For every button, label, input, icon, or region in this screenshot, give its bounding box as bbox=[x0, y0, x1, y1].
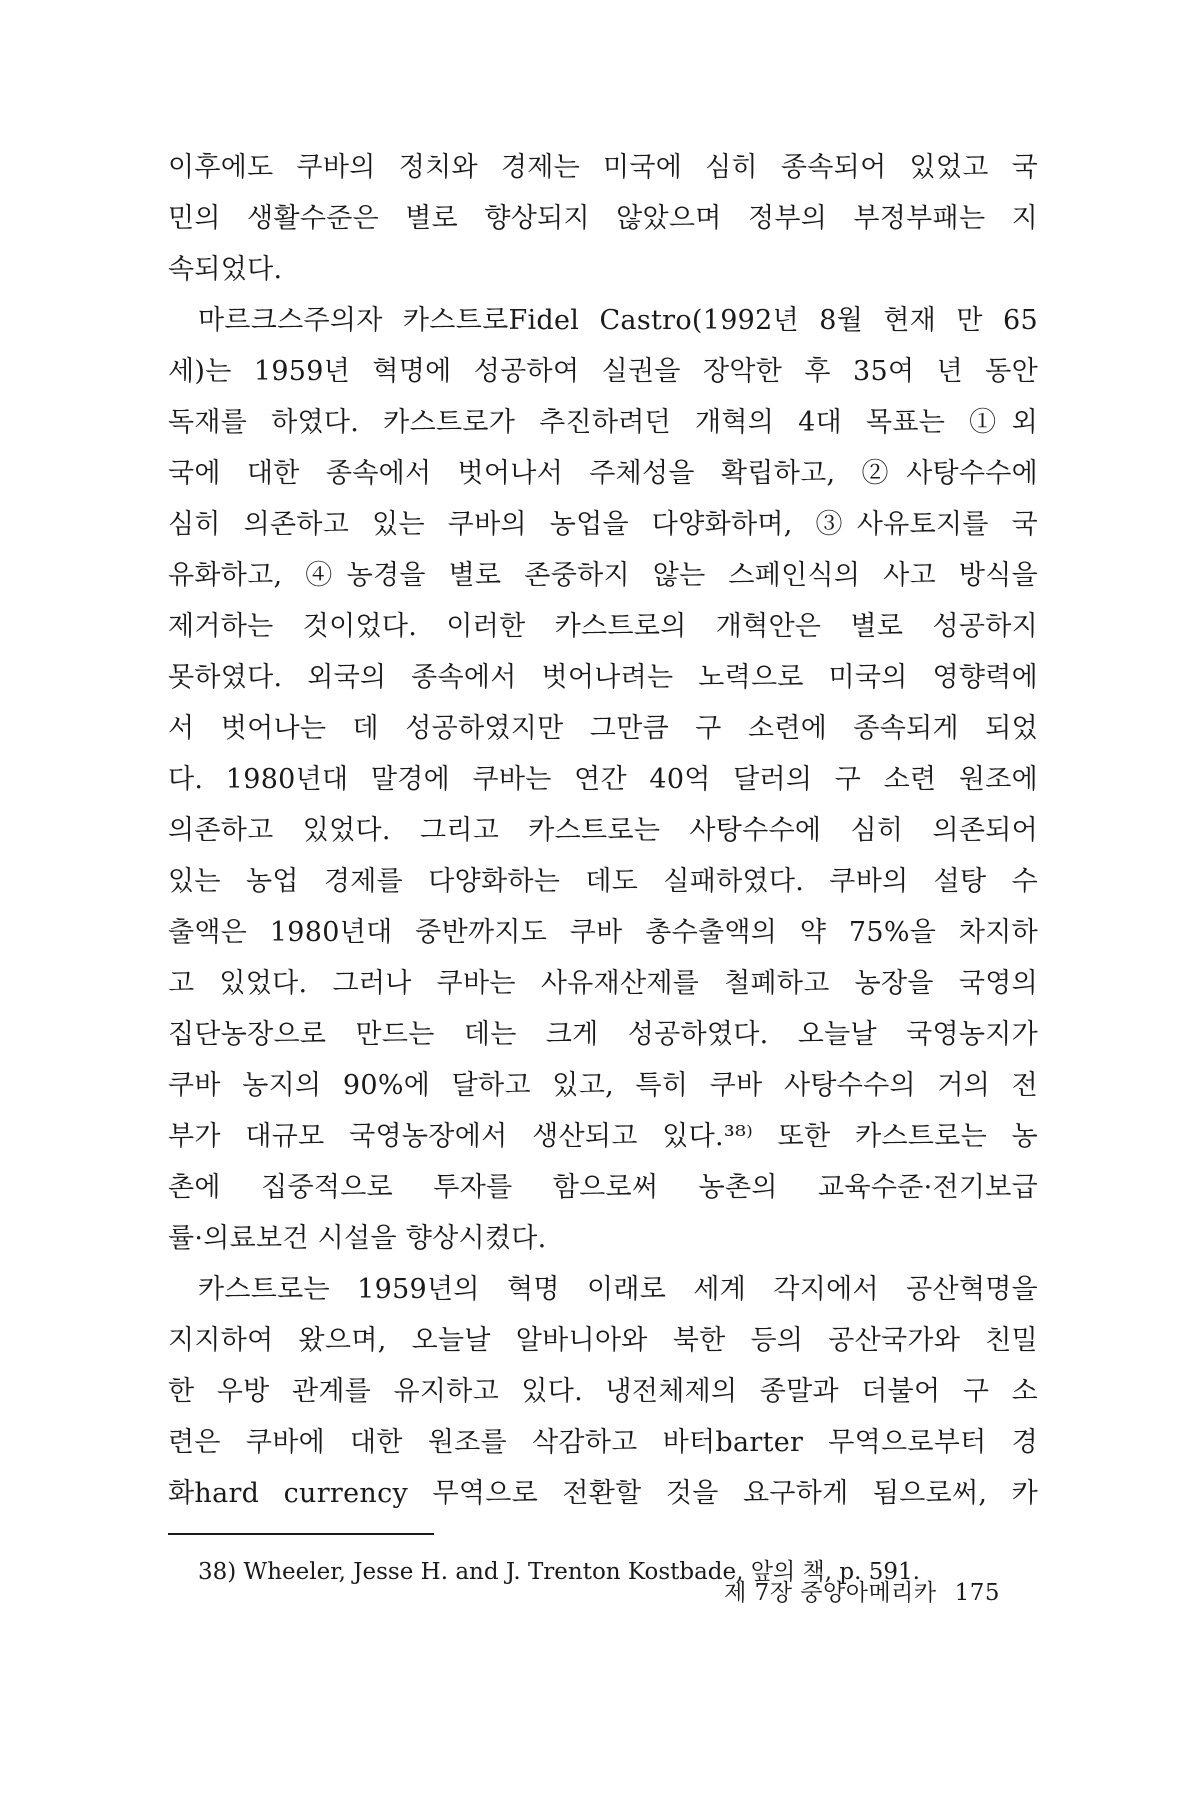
text-line: 제거하는 것이었다. 이러한 카스트로의 개혁안은 별로 성공하지 bbox=[168, 611, 1038, 642]
text-line: 화hard currency 무역으로 전환할 것을 요구하게 됨으로써, 카 bbox=[168, 1478, 1038, 1509]
text-line: 부가 대규모 국영농장에서 생산되고 있다.³⁸⁾ 또한 카스트로는 농 bbox=[168, 1121, 1038, 1152]
paragraph-3 bbox=[168, 1264, 1038, 1519]
text-line: 의존하고 있었다. 그리고 카스트로는 사탕수수에 심히 의존되어 bbox=[168, 815, 1038, 846]
text-line: 지지하여 왔으며, 오늘날 알바니아와 북한 등의 공산국가와 친밀 bbox=[168, 1325, 1038, 1356]
text-line: 있는 농업 경제를 다양화하는 데도 실패하였다. 쿠바의 설탕 수 bbox=[168, 866, 1038, 897]
text-line: 심히 의존하고 있는 쿠바의 농업을 다양화하며, ③사유토지를 국 bbox=[168, 509, 1038, 540]
text-line: 카스트로는 1959년의 혁명 이래로 세계 각지에서 공산혁명을 bbox=[198, 1274, 1038, 1305]
text-line: 이후에도 쿠바의 정치와 경제는 미국에 심히 종속되어 있었고 국 bbox=[168, 152, 1038, 183]
page-number: 175 bbox=[954, 1580, 1000, 1606]
footnote-38: 38) Wheeler, Jesse H. and J. Trenton Kostbade, 앞의 책, p. 591. bbox=[198, 1559, 920, 1585]
text-line: 고 있었다. 그러나 쿠바는 사유재산제를 철폐하고 농장을 국영의 bbox=[168, 968, 1038, 999]
text-line: 한 우방 관계를 유지하고 있다. 냉전체제의 종말과 더불어 구 소 bbox=[168, 1376, 1038, 1407]
paragraph-1 bbox=[168, 142, 1038, 295]
text-line: 유화하고, ④농경을 별로 존중하지 않는 스페인식의 사고 방식을 bbox=[168, 560, 1038, 591]
text-line: 집단농장으로 만드는 데는 크게 성공하였다. 오늘날 국영농지가 bbox=[168, 1019, 1038, 1050]
text-line: 못하였다. 외국의 종속에서 벗어나려는 노력으로 미국의 영향력에 bbox=[168, 662, 1038, 693]
text-line: 세)는 1959년 혁명에 성공하여 실권을 장악한 후 35여 년 동안 bbox=[168, 356, 1038, 387]
text-line: 률·의료보건 시설을 향상시켰다. bbox=[168, 1223, 547, 1254]
running-footer bbox=[724, 1574, 1000, 1607]
text-line: 독재를 하였다. 카스트로가 추진하려던 개혁의 4대 목표는 ①외 bbox=[168, 407, 1038, 438]
text-line: 쿠바 농지의 90%에 달하고 있고, 특히 쿠바 사탕수수의 거의 전 bbox=[168, 1070, 1038, 1101]
paragraph-2 bbox=[168, 295, 1038, 1264]
text-line: 서 벗어나는 데 성공하였지만 그만큼 구 소련에 종속되게 되었 bbox=[168, 713, 1038, 744]
text-line: 련은 쿠바에 대한 원조를 삭감하고 바터barter 무역으로부터 경 bbox=[168, 1427, 1038, 1458]
page-body bbox=[168, 142, 1038, 1589]
text-line: 다. 1980년대 말경에 쿠바는 연간 40억 달러의 구 소련 원조에 bbox=[168, 764, 1038, 795]
text-line: 속되었다. bbox=[168, 254, 283, 285]
text-line: 촌에 집중적으로 투자를 함으로써 농촌의 교육수준·전기보급 bbox=[168, 1172, 1038, 1203]
text-line: 민의 생활수준은 별로 향상되지 않았으며 정부의 부정부패는 지 bbox=[168, 203, 1038, 234]
text-line: 마르크스주의자 카스트로Fidel Castro(1992년 8월 현재 만 65 bbox=[198, 305, 1038, 336]
chapter-title: 제 7장 중앙아메리카 bbox=[724, 1580, 937, 1606]
text-line: 국에 대한 종속에서 벗어나서 주체성을 확립하고, ②사탕수수에 bbox=[168, 458, 1038, 489]
footnote-divider bbox=[168, 1533, 434, 1535]
text-line: 출액은 1980년대 중반까지도 쿠바 총수출액의 약 75%을 차지하 bbox=[168, 917, 1038, 948]
